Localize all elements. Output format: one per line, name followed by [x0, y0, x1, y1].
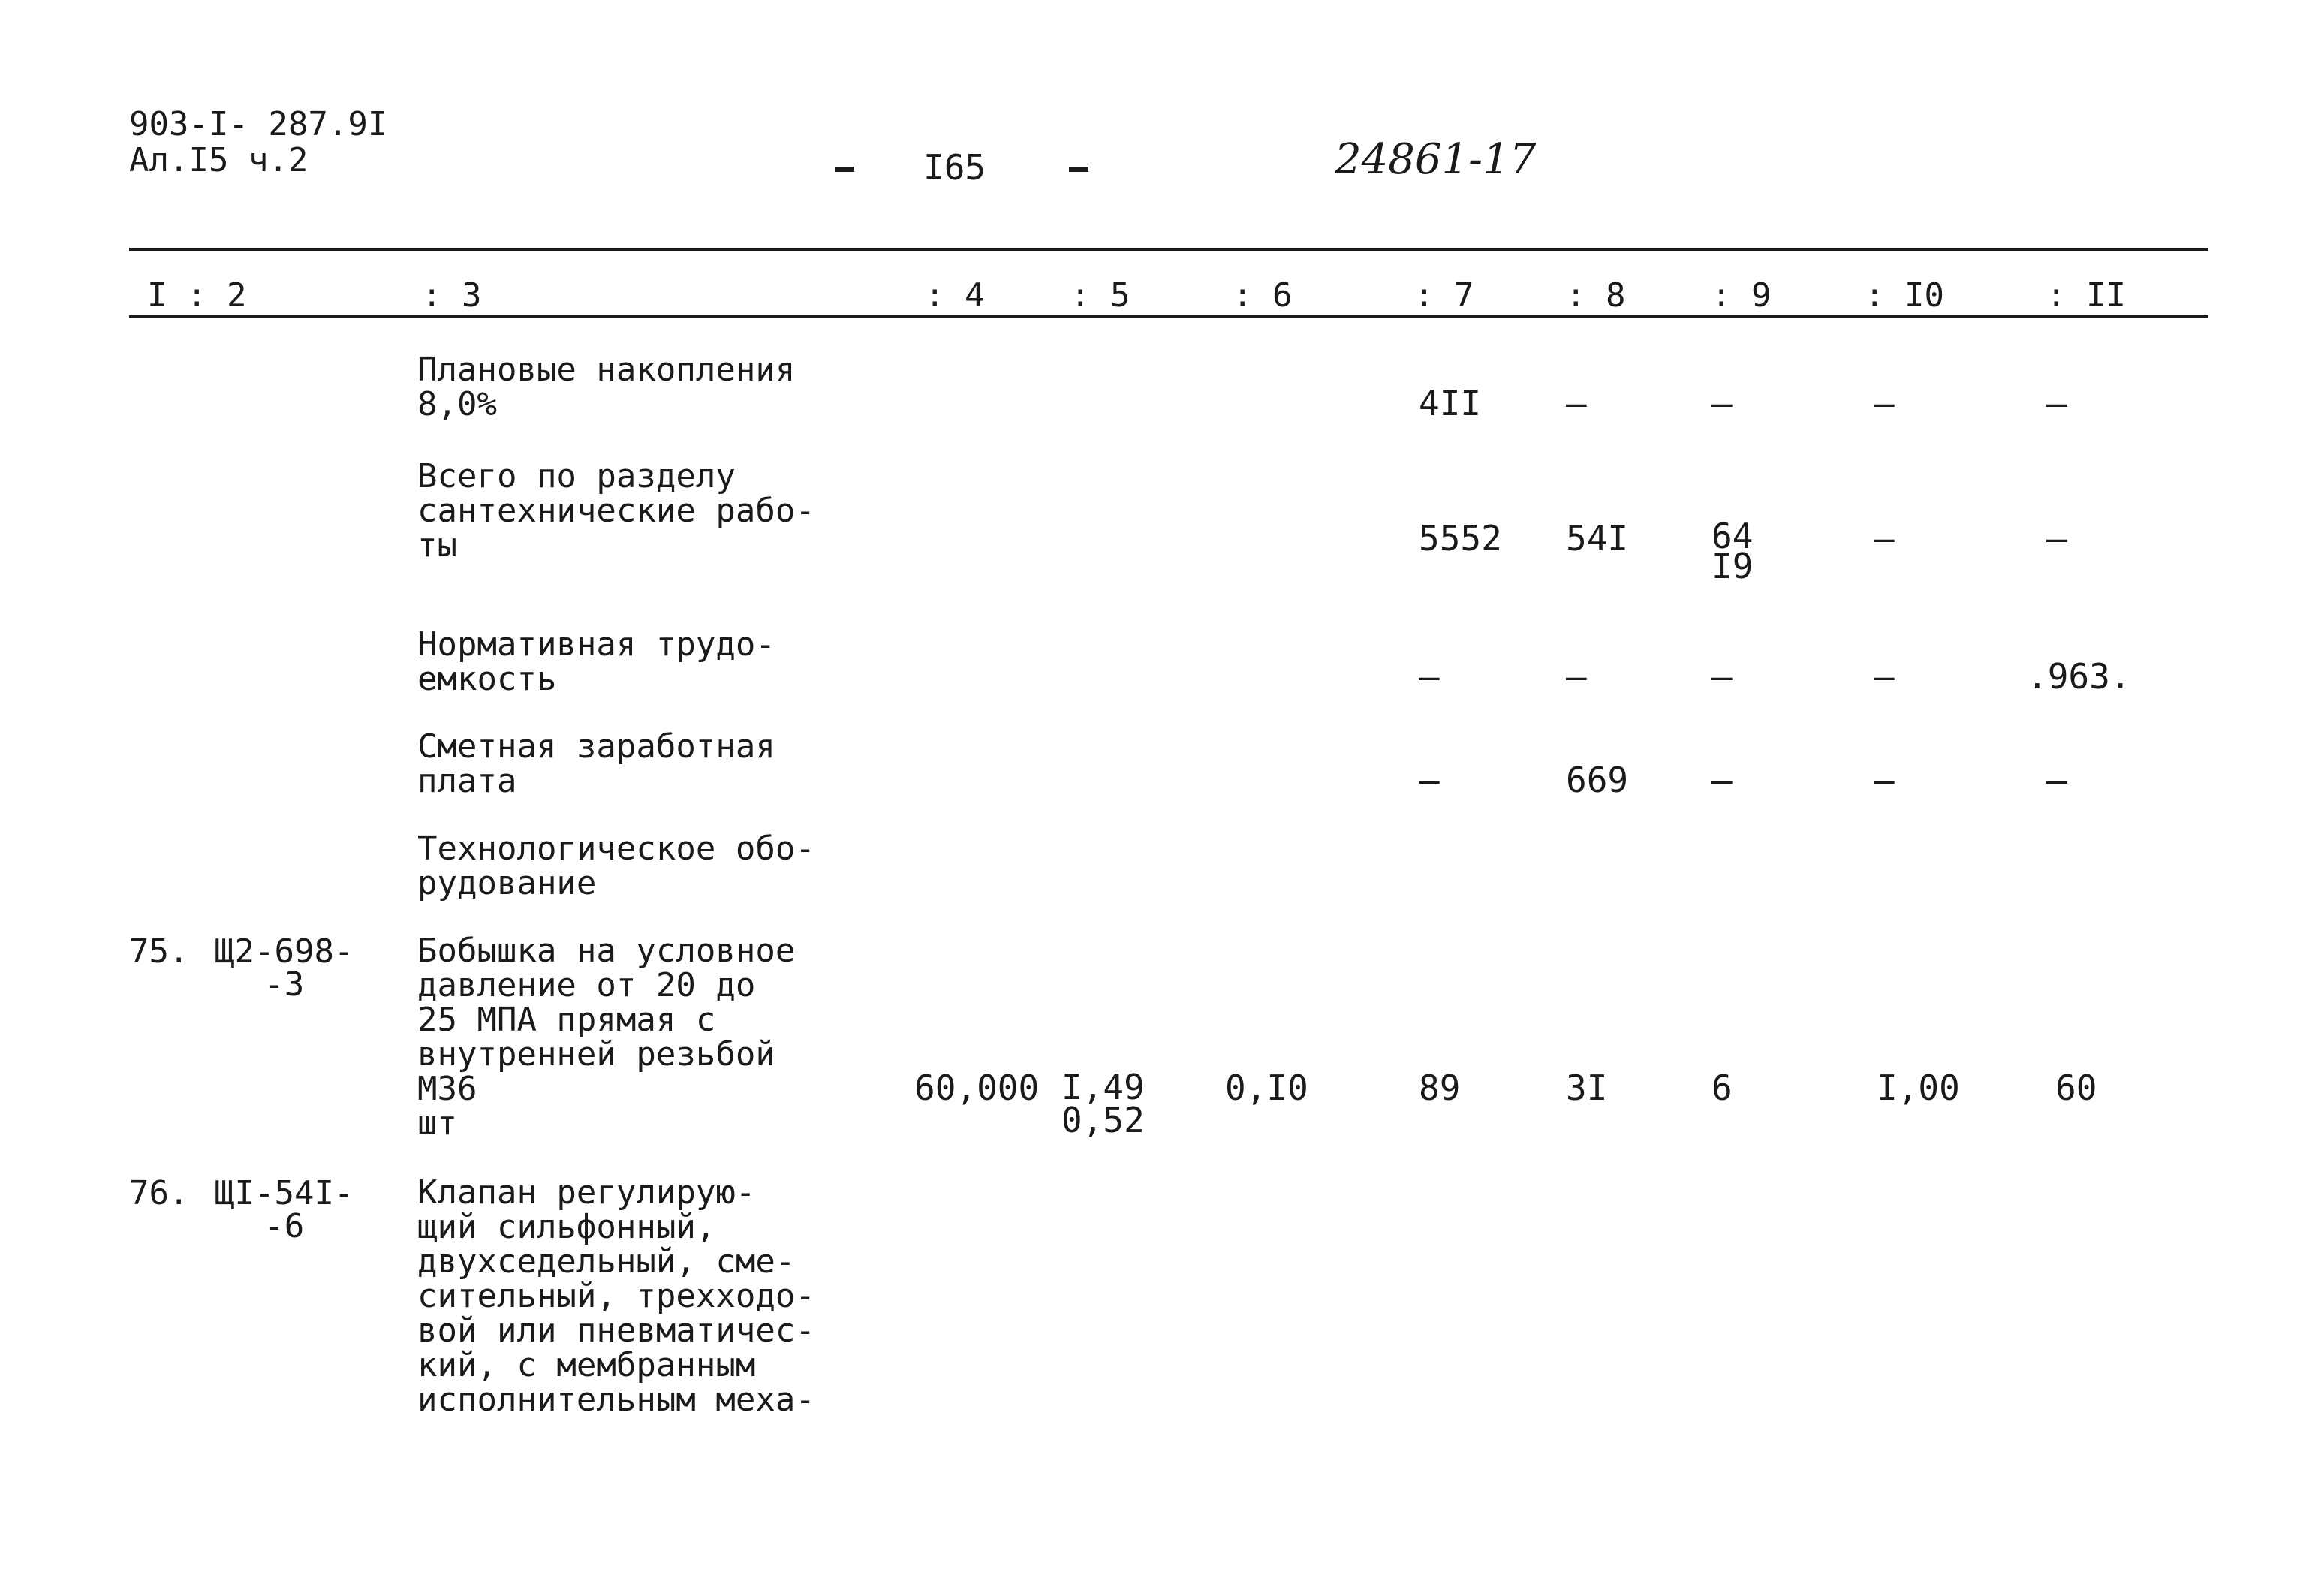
handwritten-reference: 24861-17 — [1335, 135, 1537, 184]
cell-col7: 4II — [1419, 383, 1482, 423]
cell-col10: – — [1874, 383, 1895, 423]
page-number: I65 — [923, 147, 986, 188]
row-description: Плановые накопления 8,0% — [417, 351, 796, 423]
cell-col9: – — [1711, 656, 1733, 697]
header-dash — [1069, 167, 1088, 172]
column-header-1-2: I : 2 — [147, 276, 247, 315]
row-description: Клапан регулирую- щий сильфонный, двухседельный, сме- сительный, трехходо- вой или пневматичес- кий, с мембранным исполнительным меха- — [417, 1173, 815, 1419]
item-code: ЩI-54I- -6 — [215, 1174, 354, 1245]
sheet-number: Ал.I5 ч.2 — [129, 141, 309, 179]
cell-col5: I,49 0,52 — [1061, 1067, 1145, 1140]
cell-col8: – — [1566, 656, 1587, 697]
column-header-5: : 5 — [1070, 276, 1130, 315]
cell-col10: – — [1874, 760, 1895, 800]
header-dash — [835, 167, 854, 172]
column-header-4: : 4 — [925, 276, 985, 315]
cell-col8: 3I — [1566, 1068, 1608, 1108]
row-description: Сметная заработная плата — [417, 727, 775, 800]
cell-col9: 6 — [1711, 1068, 1733, 1108]
cell-col7: 5552 — [1419, 518, 1502, 559]
cell-col9: – — [1711, 760, 1733, 800]
cell-col11: – — [2046, 383, 2067, 423]
cell-col7: 89 — [1419, 1068, 1461, 1108]
column-header-10: : I0 — [1865, 276, 1944, 315]
column-header-9: : 9 — [1711, 276, 1772, 315]
cell-col9: – — [1711, 383, 1733, 423]
item-code: Щ2-698- -3 — [215, 932, 354, 1004]
cell-col4: 60,000 — [914, 1068, 1040, 1108]
cell-col7: – — [1419, 760, 1440, 800]
item-number: 75. — [129, 932, 189, 971]
header-rule — [129, 315, 2208, 318]
cell-col11: 60 — [2055, 1068, 2097, 1108]
document-code: 903-I- 287.9I — [129, 105, 388, 143]
column-header-3: : 3 — [422, 276, 482, 315]
column-header-8: : 8 — [1566, 276, 1626, 315]
cell-col10: I,00 — [1877, 1068, 1960, 1108]
cell-col6: 0,I0 — [1225, 1068, 1308, 1108]
column-header-11: : II — [2046, 276, 2126, 315]
cell-col8: 669 — [1566, 760, 1629, 800]
cell-col8: 54I — [1566, 518, 1629, 559]
top-rule — [129, 248, 2208, 251]
cell-col11: – — [2046, 518, 2067, 559]
item-number: 76. — [129, 1174, 189, 1212]
column-header-7: : 7 — [1414, 276, 1474, 315]
section-heading: Технологическое обо- рудование — [417, 830, 815, 902]
cell-col8: – — [1566, 383, 1587, 423]
cell-col7: – — [1419, 656, 1440, 697]
cell-col11: .963. — [2027, 656, 2131, 697]
row-description: Нормативная трудо- емкость — [417, 625, 775, 698]
cell-col9: 64 I9 — [1711, 516, 1754, 586]
cell-col10: – — [1874, 656, 1895, 697]
cell-col11: – — [2046, 760, 2067, 800]
column-header-6: : 6 — [1233, 276, 1293, 315]
row-description: Бобышка на условное давление от 20 до 25 МПА прямая с внутренней резьбой М36 шт — [417, 932, 796, 1143]
row-description: Всего по разделу сантехнические рабо- ты — [417, 457, 815, 565]
cell-col10: – — [1874, 518, 1895, 559]
